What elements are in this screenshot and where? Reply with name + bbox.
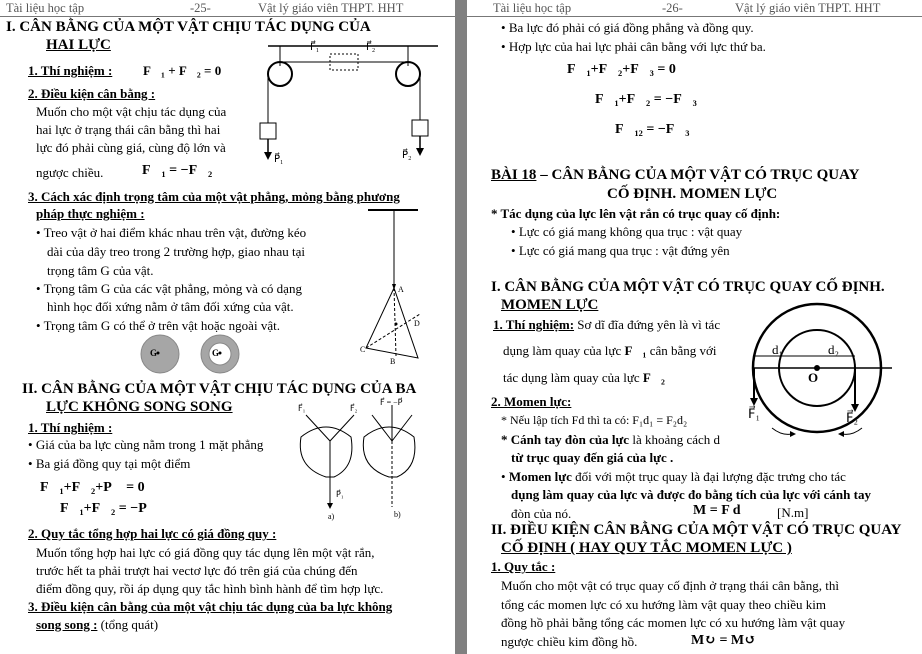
body-text: * Tác dụng của lực lên vật rắn có trục quay cố định: (491, 206, 781, 221)
section-title: I. CÂN BẰNG CỦA MỘT VẬT CÓ TRỤC QUAY CỐ ĐỊNH. (491, 279, 885, 295)
formula: F⃗₁ = −F⃗₂ (142, 163, 213, 178)
body-text: đòn của nó. (511, 506, 572, 521)
header-page-number: -25- (190, 1, 211, 15)
bullet-item: • Lực có giá mang không qua trục : vật quay (511, 224, 742, 240)
subheading: 1. Thí nghiệm : (28, 63, 113, 78)
body-text: Muốn cho một vật chịu tác dụng của (36, 104, 227, 119)
right-page (467, 0, 922, 654)
body-text: đồng hồ phải bằng tổng các momen lực có xu hướng làm vật quay (501, 615, 846, 630)
formula: M = F d (693, 503, 741, 518)
bullet-item: • Giá của ba lực cùng nằm trong 1 mặt phẳng (28, 437, 263, 453)
body-text: hai lực ở trạng thái cân bằng thì hai (36, 122, 221, 137)
bullet-item: • Lực có giá mang qua trục : vật đứng yên (511, 243, 730, 259)
formula: F⃗₁+F⃗₂ = −P⃗ (60, 501, 158, 516)
body-text: dài của dây treo trong 2 trường hợp, giao nhau tại (47, 244, 305, 259)
body-text: trước hết ta phải trượt hai vectơ lực đó trên giá của chúng đến (36, 563, 358, 578)
subheading: 2. Quy tắc tổng hợp hai lực có giá đồng quy : (28, 526, 277, 541)
three-force-figure (296, 397, 436, 521)
figure-label: A (398, 285, 404, 294)
figure-label: P⃗₁ (274, 154, 284, 165)
disc-figures (140, 334, 245, 376)
subheading: 1. Thí nghiệm : (28, 420, 113, 435)
body-text: song song : (tổng quát) (36, 617, 159, 632)
figure-label: d₁ (772, 342, 784, 357)
bullet-item: • Trọng tâm G có thể ở trên vật hoặc ngoài vật. (36, 318, 280, 334)
formula: M↻ = M↺ (691, 633, 756, 648)
figure-label: G (150, 348, 158, 358)
bullet-item: • Ba lực đó phải có giá đồng phẳng và đồng quy. (501, 20, 754, 36)
body-text: dụng làm quay của lực F⃗₁ cân bằng với (503, 343, 717, 358)
body-text: hình học đối xứng nằm ở tâm đối xứng của vật. (47, 299, 294, 314)
pulley-experiment-figure (258, 38, 448, 168)
subheading: 3. Cách xác định trọng tâm của một vật phẳng, mỏng bằng phương (28, 189, 400, 204)
section-title: LỰC KHÔNG SONG SONG (46, 399, 233, 415)
figure-label: d₂ (828, 342, 840, 357)
center-of-gravity-figure (358, 208, 428, 366)
figure-label: O (808, 370, 819, 385)
body-text: * Nếu lập tích Fd thì ta có: F₁d₁ = F₂d₂ (501, 413, 688, 427)
section-title: MOMEN LỰC (501, 297, 599, 313)
body-text: 1. Thí nghiệm: Sơ dĩ đĩa đứng yên là vì tác (493, 317, 721, 332)
formula: F⃗₁₂ = −F⃗₃ (615, 122, 690, 137)
bullet-item: • Momen lực đối với một trục quay là đại lượng đặc trưng cho tác (501, 469, 846, 485)
figure-label: b) (394, 510, 401, 519)
header-left: Tài liệu học tập (6, 1, 85, 15)
page-gutter (455, 0, 467, 654)
subheading: pháp thực nghiệm : (36, 206, 145, 221)
figure-label: F⃗₁ (298, 404, 306, 413)
bullet-item: • Hợp lực của hai lực phải cân bằng với lực thứ ba. (501, 39, 766, 55)
formula: F⃗₁+F⃗₂+F⃗₃ = 0⃗ (567, 62, 687, 77)
figure-label: F⃗₁ (748, 406, 761, 421)
page-header (467, 0, 922, 17)
figure-label: a) (328, 512, 335, 521)
header-right: Vật lý giáo viên THPT. HHT (735, 1, 881, 15)
body-text: ngược chiều. (36, 165, 104, 180)
unit-label: [N.m] (777, 505, 809, 520)
figure-label: F⃗ = −P⃗ (380, 398, 403, 407)
body-text: ngược chiều kim đồng hồ. (501, 634, 638, 649)
subheading: 3. Điều kiện cân bằng của một vật chịu tác dụng của ba lực không (28, 599, 393, 614)
bullet-item: • Ba giá đồng quy tại một điểm (28, 456, 190, 472)
section-title: II. CÂN BẰNG CỦA MỘT VẬT CHỊU TÁC DỤNG CỦA BA (22, 381, 417, 397)
body-text: Muốn cho một vật có trục quay cố định ở trạng thái cân bằng, thì (501, 578, 839, 593)
bullet-item: • Treo vật ở hai điểm khác nhau trên vật, đường kéo (36, 225, 306, 241)
figure-label: F⃗₂ (366, 42, 376, 53)
lesson-title: BÀI 18 – CÂN BẰNG CỦA MỘT VẬT CÓ TRỤC QUAY (491, 167, 860, 183)
left-page (0, 0, 455, 654)
section-title: I. CÂN BẰNG CỦA MỘT VẬT CHỊU TÁC DỤNG CỦA (6, 19, 371, 35)
figure-label: C (360, 345, 366, 354)
subheading: 2. Điều kiện cân bằng : (28, 86, 156, 101)
figure-label: B (390, 357, 396, 366)
bullet-item: • Trọng tâm G của các vật phẳng, mỏng và có dạng (36, 281, 302, 297)
figure-label: F⃗₂ (846, 410, 859, 425)
formula: F⃗₁+F⃗₂+P⃗ = 0⃗ (40, 480, 156, 495)
body-text: * Cánh tay đòn của lực là khoảng cách d (501, 432, 721, 447)
figure-label: D (414, 319, 420, 328)
section-title: II. ĐIỀU KIỆN CÂN BẰNG CỦA MỘT VẬT CÓ TRỤC QUAY (491, 522, 902, 538)
formula: F⃗₁ + F⃗₂ = 0⃗ (143, 63, 232, 78)
figure-label: F⃗₁ (310, 42, 320, 53)
figure-label: P⃗₁ (336, 490, 344, 499)
section-title: CỐ ĐỊNH ( HAY QUY TẮC MOMEN LỰC ) (501, 540, 792, 556)
header-left: Tài liệu học tập (493, 1, 572, 15)
header-right: Vật lý giáo viên THPT. HHT (258, 1, 404, 15)
body-text: điểm đồng quy, rồi áp dụng quy tắc hình bình hành để tìm hợp lực. (36, 581, 384, 596)
figure-label: P⃗₂ (402, 150, 412, 161)
body-text: tổng các momen lực có xu hướng làm vật quay theo chiều kim (501, 597, 826, 612)
subheading: 1. Quy tắc : (491, 559, 556, 574)
body-text: tác dụng làm quay của lực F⃗₂ (503, 370, 665, 385)
figure-label: G (212, 348, 220, 358)
body-text: dụng làm quay của lực và được đo bằng tích của lực với cánh tay (511, 487, 871, 502)
body-text: Muốn tổng hợp hai lực có giá đồng quy tác dụng lên một vật rắn, (36, 545, 375, 560)
formula: F⃗₁+F⃗₂ = −F⃗₃ (595, 92, 697, 107)
body-text: lực đó phải cùng giá, cùng độ lớn và (36, 140, 226, 155)
page-header (0, 0, 455, 17)
section-title: HAI LỰC (46, 37, 111, 53)
rotating-disc-figure (748, 300, 912, 450)
figure-label: F⃗₂ (350, 404, 358, 413)
lesson-title: CỐ ĐỊNH. MOMEN LỰC (607, 186, 778, 202)
body-text: trọng tâm G của vật. (47, 263, 154, 278)
body-text: từ trục quay đến giá của lực . (511, 450, 674, 465)
header-page-number: -26- (662, 1, 683, 15)
subheading: 2. Momen lực: (491, 394, 572, 409)
